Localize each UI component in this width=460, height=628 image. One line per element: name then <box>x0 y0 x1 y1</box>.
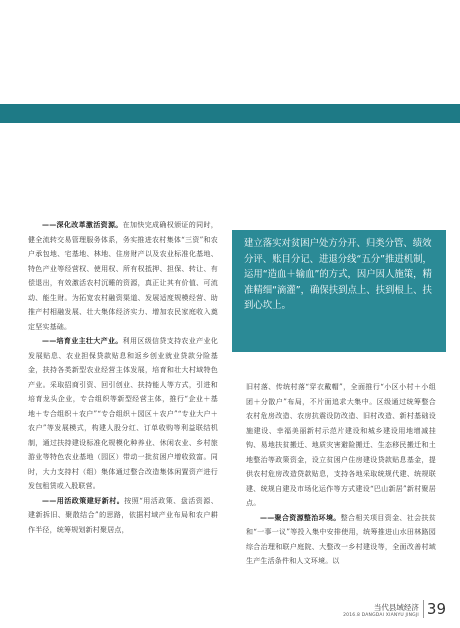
paragraph <box>28 218 218 334</box>
header-color-band <box>0 104 460 123</box>
paragraph <box>246 511 436 569</box>
section-heading: ——深化改革激活资源。 <box>42 221 123 229</box>
pull-quote-text: 建立落实对贫困户处方分开、归类分管、绩效分评、账目分记、进退分线“五分”推进机制，运用“造血＋输血”的方式，因户因人施策，精准精细“滴灌”，确保扶到点上、扶到根上、扶到心坎上。 <box>244 238 432 311</box>
page-number: 39 <box>423 600 446 618</box>
pull-quote-box <box>232 230 446 352</box>
section-heading: ——培育业主壮大产业。 <box>42 337 123 345</box>
paragraph <box>246 380 436 511</box>
paragraph <box>28 494 218 538</box>
section-heading: ——聚合资源整治环境。 <box>260 513 341 522</box>
section-heading: ——用活政策建好新村。 <box>42 496 125 505</box>
page-footer <box>343 592 446 618</box>
magazine-title: 当代县域经济 <box>373 603 419 612</box>
paragraph-text: 利用区级信贷支持农业产业化发展贴息、农业担保贷款贴息和返乡创业就业贷款分险基金，扶持各类新型农业经营主体发展，培育和壮大村域特色产业。采取招商引资、回引创业、扶持能人等方式，引进和培育龙头企业，专合组织等新型经营主体，推行“企业＋基地＋专合组织＋农户”“专合组织＋园区＋农户”“专业大户＋农户”等发展模式，构建人股分红、订单收购等利益联结机制，通过扶持建设标准化规模化种养业、休闲农业、乡村旅游业等特色农业基地（园区）带动一批贫困户增收致富。同时，大力支持村（组）集体通过整合改造集体闲置资产进行发包租赁或入股联营。 <box>28 337 218 490</box>
paragraph <box>28 334 218 494</box>
magazine-masthead <box>343 603 419 618</box>
right-column <box>246 380 436 569</box>
left-column <box>28 218 218 537</box>
paragraph-text: 整合相关项目资金、社会扶贫和“一事一议”等投入集中安排使用，统筹推进山水田林路园综合治理和联户庭院、大整改一乡村建设等，全面改善村域生产生活条件和人文环境。以 <box>246 513 436 565</box>
paragraph-text: 旧村落、传统村落“穿衣戴帽”，全面推行“小区小村＋小组团＋分散户”布局，不片面追求大集中。区级通过统筹整合农村危房改造、农房抗震设防改造、旧村改造、新村基础设施建设、幸福美丽新村示范片建设和城乡建设用地增减挂钩、易地扶贫搬迁、地质灾害避险搬迁、生态移民搬迁和土地整治等政策资金，设立贫困户住房建设贷款贴息基金，提供农村危房改造贷款贴息，支持各地采取统规代建、统规联建、统规自建及市场化运作等方式建设“巴山新居”新村聚居点。 <box>246 383 436 507</box>
paragraph-text: 按照“用活政策、盘活资源、建新拆旧、聚散结合”的思路，依据村域产业布局和农户耕作半径，统筹规划新村聚居点， <box>28 496 219 534</box>
magazine-issue: 2016.8 DANGDAI XIANYU JINGJI <box>343 613 419 618</box>
paragraph-text: 在加快完成确权颁证的同时，健全流转交易管理服务体系，务实推进农村集体“三资”和农户承包地、宅基地、林地、住房财产以及农业标准化基地、特色产业等经营权、使用权、所有权抵押、担保、转让、有偿退出，有效激活农村沉睡的资源，真正让其有价值、可流动、能生财。为拓宽农村融资渠道、发展适度规模经营、助推产村相融发展、壮大集体经济实力、增加农民家庭收入奠定坚实基础。 <box>28 221 218 331</box>
